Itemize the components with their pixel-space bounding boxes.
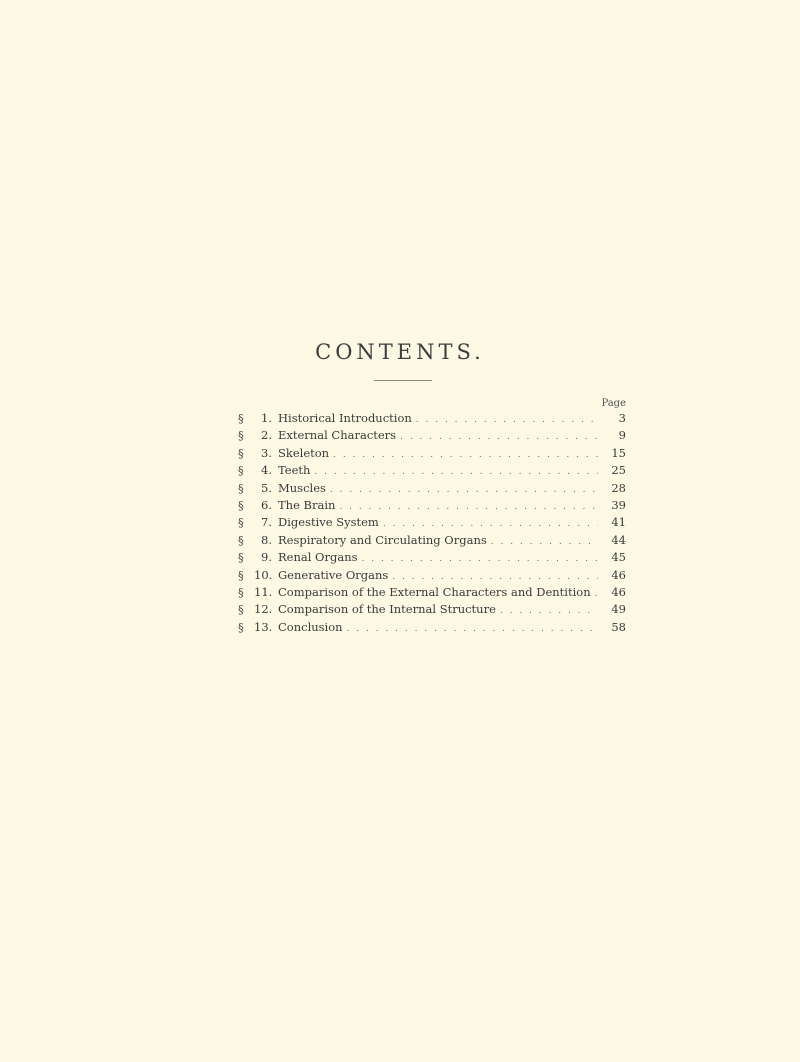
section-number: 5. <box>261 480 272 495</box>
toc-entry <box>238 462 626 479</box>
page-number: 49 <box>611 602 626 617</box>
section-title: Generative Organs <box>278 567 389 582</box>
toc-entry <box>238 497 626 514</box>
section-number: 3. <box>261 445 272 460</box>
dot-leader <box>330 482 598 499</box>
section-number: 7. <box>261 515 272 530</box>
table-of-contents <box>238 410 626 636</box>
page-number: 3 <box>618 411 626 425</box>
section-number: 4. <box>261 463 272 478</box>
page-number: 28 <box>611 480 626 495</box>
dot-leader <box>333 447 598 464</box>
section-number: 2. <box>261 428 272 443</box>
section-title: Renal Organs <box>278 550 358 565</box>
section-symbol: § <box>238 497 244 512</box>
toc-entry <box>238 601 626 618</box>
toc-entry <box>238 549 626 566</box>
page-number: 46 <box>611 567 626 582</box>
section-symbol: § <box>238 584 244 599</box>
page-title: CONTENTS. <box>315 340 485 364</box>
toc-entry <box>238 427 626 444</box>
dot-leader <box>595 586 598 603</box>
page-number: 44 <box>611 532 626 547</box>
dot-leader <box>347 621 598 638</box>
page-number: 46 <box>611 584 626 599</box>
section-title: Muscles <box>278 480 326 495</box>
toc-entry <box>238 567 626 584</box>
section-symbol: § <box>238 567 244 582</box>
section-number: 12. <box>254 602 273 617</box>
dot-leader <box>362 551 598 568</box>
toc-entry <box>238 410 626 427</box>
toc-entry <box>238 584 626 601</box>
dot-leader <box>491 534 598 551</box>
toc-entry <box>238 445 626 462</box>
page-number: 45 <box>611 550 626 565</box>
section-symbol: § <box>238 463 244 478</box>
toc-entry <box>238 532 626 549</box>
section-number: 8. <box>261 532 272 547</box>
section-symbol: § <box>238 619 244 634</box>
section-title: The Brain <box>278 497 336 512</box>
section-number: 11. <box>254 584 273 599</box>
section-number: 1. <box>261 411 272 425</box>
title-rule <box>374 380 432 381</box>
section-title: Comparison of the External Characters and Dentition <box>278 584 591 599</box>
section-title: External Characters <box>278 428 397 443</box>
section-title: Historical Introduction <box>278 411 412 425</box>
toc-entry <box>238 514 626 531</box>
section-symbol: § <box>238 515 244 530</box>
toc-entry <box>238 619 626 636</box>
section-symbol: § <box>238 428 244 443</box>
page-column-heading: Page <box>601 398 626 409</box>
section-symbol: § <box>238 602 244 617</box>
section-symbol: § <box>238 411 244 425</box>
page-number: 39 <box>611 497 626 512</box>
page-number: 15 <box>611 445 626 460</box>
section-title: Skeleton <box>278 445 330 460</box>
dot-leader <box>400 429 598 446</box>
section-title: Conclusion <box>278 619 343 634</box>
toc-entry <box>238 480 626 497</box>
section-symbol: § <box>238 532 244 547</box>
section-title: Comparison of the Internal Structure <box>278 602 496 617</box>
section-symbol: § <box>238 445 244 460</box>
dot-leader <box>314 464 598 481</box>
section-symbol: § <box>238 480 244 495</box>
section-number: 9. <box>261 550 272 565</box>
section-number: 6. <box>261 497 272 512</box>
page-number: 9 <box>618 428 626 443</box>
section-title: Digestive System <box>278 515 379 530</box>
section-symbol: § <box>238 550 244 565</box>
dot-leader <box>416 412 598 429</box>
page-number: 25 <box>611 463 626 478</box>
section-number: 13. <box>254 619 273 634</box>
page-number: 41 <box>611 515 626 530</box>
section-number: 10. <box>254 567 273 582</box>
section-title: Teeth <box>278 463 311 478</box>
dot-leader <box>500 603 598 620</box>
section-title: Respiratory and Circulating Organs <box>278 532 487 547</box>
page-number: 58 <box>611 619 626 634</box>
